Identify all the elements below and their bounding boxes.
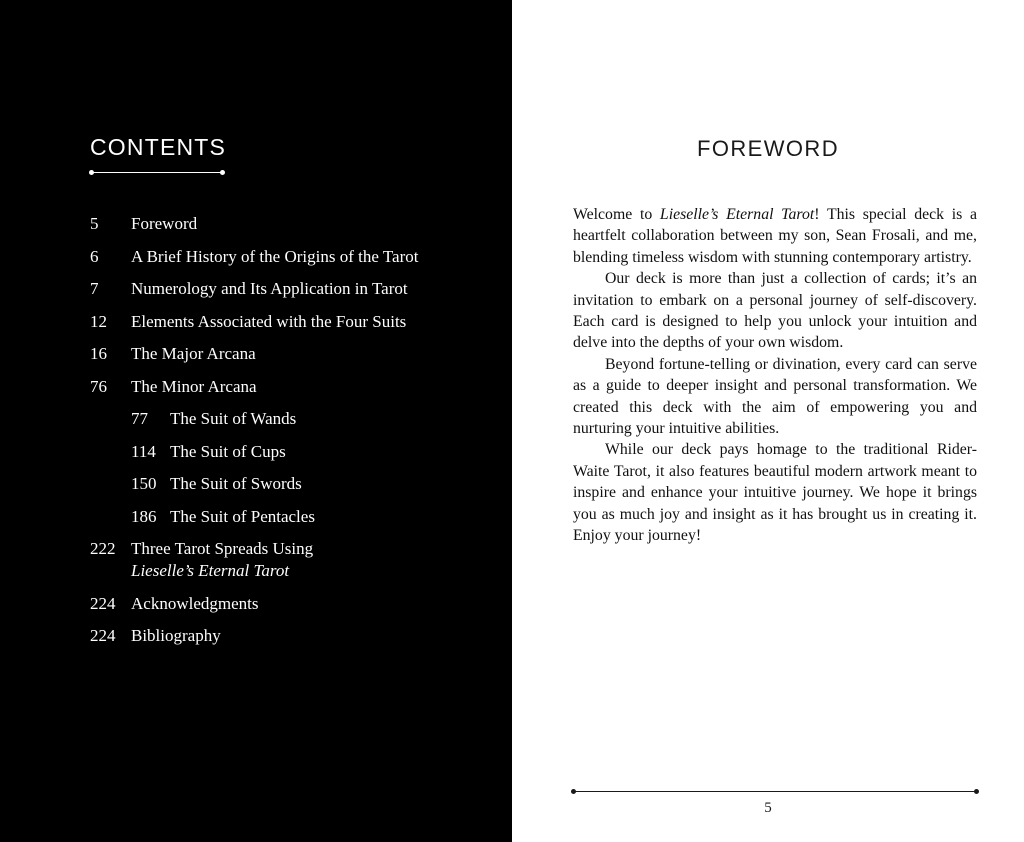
toc-page-number: 222 bbox=[90, 539, 116, 558]
foreword-text: Welcome to bbox=[573, 206, 660, 223]
contents-title: CONTENTS bbox=[90, 134, 227, 160]
toc-entry-spreads[interactable] bbox=[90, 538, 492, 582]
toc-label: The Minor Arcana bbox=[131, 376, 257, 396]
foreword-paragraph: Our deck is more than just a collection of cards; it’s an invitation to embark on a personal journey of self-discovery. Each card is designed to help you unlock your intuition and delve into the depths of your own wisdom. bbox=[573, 270, 977, 352]
toc-page-number: 6 bbox=[90, 246, 99, 266]
footer-rule bbox=[573, 791, 977, 792]
foreword-title: FOREWORD bbox=[697, 136, 839, 161]
deck-title: Lieselle’s Eternal Tarot bbox=[659, 206, 815, 223]
toc-page-number: 224 bbox=[90, 593, 116, 613]
toc-page-number: 76 bbox=[90, 376, 107, 396]
toc-label: The Suit of Cups bbox=[170, 441, 286, 461]
toc-label: The Suit of Wands bbox=[170, 409, 297, 428]
foreword-paragraph: While our deck pays homage to the traditional Rider-Waite Tarot, it also features beautiful modern artwork meant to inspire and enhance your intuitive journey. We hope it brings you as much joy and insight as it has brought us in creating it. Enjoy your journey! bbox=[573, 441, 977, 545]
toc-label: The Major Arcana bbox=[131, 344, 256, 363]
toc-label: Foreword bbox=[131, 214, 198, 233]
toc-page-number: 224 bbox=[90, 626, 116, 645]
page-number: 5 bbox=[764, 800, 772, 816]
toc-entry[interactable] bbox=[90, 593, 492, 615]
toc-entry[interactable] bbox=[90, 343, 492, 365]
foreword-paragraph: Beyond fortune-telling or divination, every card can serve as a guide to deeper insight and personal transformation. We created this deck with the aim of empowering you and nurturing your intuitive abilities. bbox=[573, 355, 977, 438]
toc-page-number: 12 bbox=[90, 311, 107, 331]
toc-entry[interactable] bbox=[90, 213, 492, 235]
foreword-page bbox=[512, 0, 1024, 842]
toc-sub-entry[interactable] bbox=[90, 506, 492, 528]
toc-entry[interactable] bbox=[90, 246, 492, 268]
toc-label: A Brief History of the Origins of the Tarot bbox=[131, 246, 419, 266]
contents-title-rule bbox=[91, 172, 223, 173]
foreword-body bbox=[573, 204, 977, 547]
toc-label-line: Three Tarot Spreads Using bbox=[131, 539, 314, 558]
toc-page-number: 5 bbox=[90, 214, 99, 233]
toc-label-italic: Lieselle’s Eternal Tarot bbox=[131, 561, 290, 580]
toc-sub-entry[interactable] bbox=[90, 441, 492, 463]
toc-page-number: 186 bbox=[131, 506, 157, 526]
table-of-contents bbox=[90, 213, 492, 658]
toc-entry[interactable] bbox=[90, 376, 492, 398]
toc-entry[interactable] bbox=[90, 625, 492, 647]
toc-label: The Suit of Pentacles bbox=[170, 506, 315, 526]
toc-entry[interactable] bbox=[90, 311, 492, 333]
foreword-paragraph bbox=[573, 204, 977, 268]
toc-page-number: 7 bbox=[90, 279, 99, 298]
toc-page-number: 77 bbox=[131, 409, 148, 428]
toc-label bbox=[131, 538, 313, 582]
toc-page-number: 114 bbox=[131, 441, 156, 461]
toc-page-number: 16 bbox=[90, 344, 107, 363]
toc-label: Elements Associated with the Four Suits bbox=[131, 311, 407, 331]
toc-label: Numerology and Its Application in Tarot bbox=[131, 279, 408, 298]
toc-sub-entry[interactable] bbox=[90, 408, 492, 430]
toc-label: Acknowledgments bbox=[131, 593, 259, 613]
toc-page-number: 150 bbox=[131, 474, 157, 493]
toc-sub-entry[interactable] bbox=[90, 473, 492, 495]
foreword-text: ! This special deck is a heartfelt collaboration between my son, Sean Frosali, and me, blending timeless wisdom with stunning contemporary artistry. bbox=[573, 206, 978, 266]
toc-entry[interactable] bbox=[90, 278, 492, 300]
toc-label: The Suit of Swords bbox=[170, 474, 302, 493]
toc-label: Bibliography bbox=[131, 626, 221, 645]
